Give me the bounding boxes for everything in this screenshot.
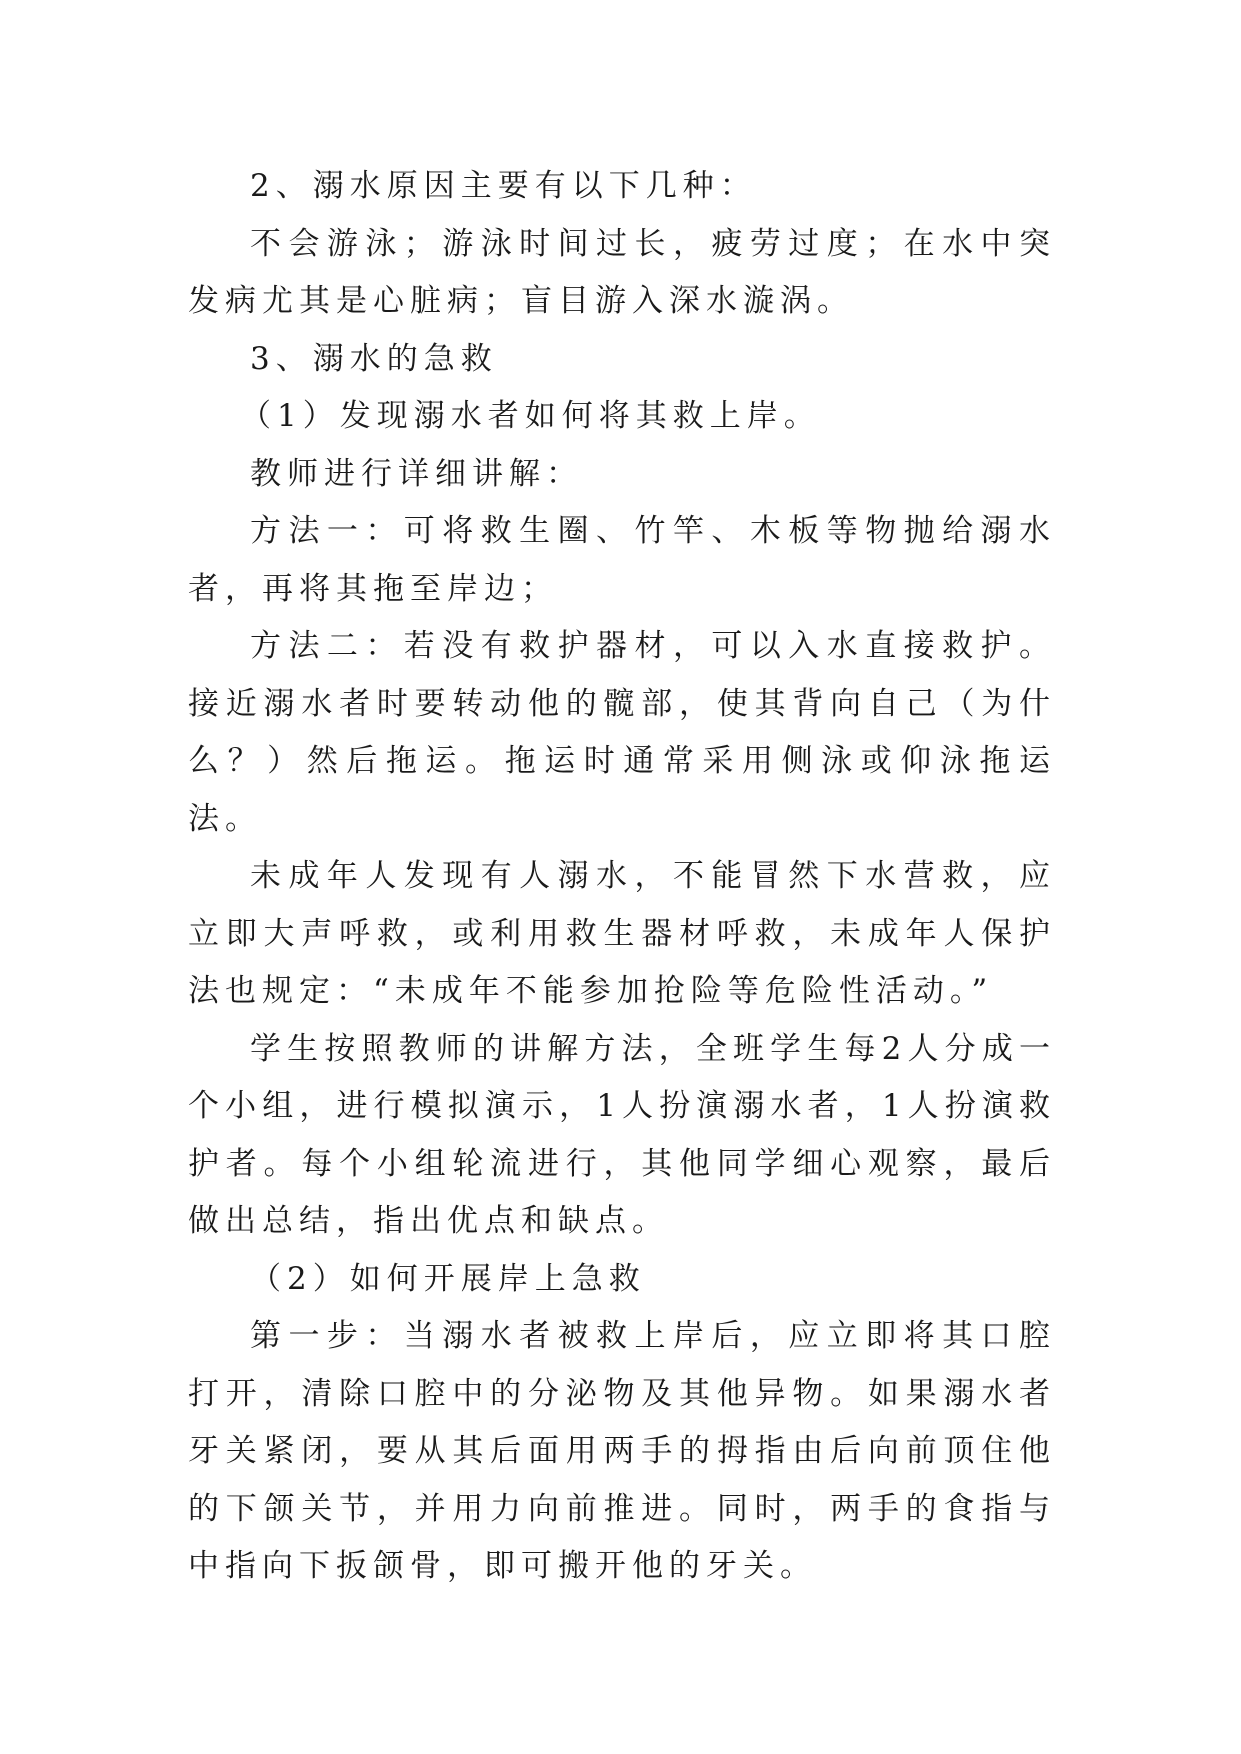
paragraph-causes-list: 不会游泳；游泳时间过长，疲劳过度；在水中突发病尤其是心脏病；盲目游入深水漩涡。	[188, 225, 1056, 319]
subheading-rescue-to-shore: （1）发现溺水者如何将其救上岸。	[240, 398, 821, 434]
subheading-shore-first-aid: （2）如何开展岸上急救	[250, 1260, 646, 1297]
heading-drowning-causes: 2、溺水原因主要有以下几种：	[250, 168, 757, 204]
paragraph-minors-notice: 未成年人发现有人溺水，不能冒然下水营救，应立即大声呼救，或利用救生器材呼救，未成年人保护法也规定：“未成年不能参加抢险等危险性活动。”	[188, 858, 1056, 1009]
paragraph-method-one: 方法一：可将救生圈、竹竿、木板等物抛给溺水者，再将其拖至岸边；	[188, 513, 1056, 607]
paragraph-student-practice: 学生按照教师的讲解方法，全班学生每2人分成一个小组，进行模拟演示，1人扮演溺水者，1人扮演救护者。每个小组轮流进行，其他同学细心观察，最后做出总结，指出优点和缺点。	[188, 1030, 1056, 1239]
paragraph-method-two: 方法二：若没有救护器材，可以入水直接救护。接近溺水者时要转动他的髋部，使其背向自己（为什么？）然后拖运。拖运时通常采用侧泳或仰泳拖运法。	[188, 628, 1056, 837]
paragraph-step-one: 第一步：当溺水者被救上岸后，应立即将其口腔打开，清除口腔中的分泌物及其他异物。如果溺水者牙关紧闭，要从其后面用两手的拇指由后向前顶住他的下颌关节，并用力向前推进。同时，两手的食指与中指向下扳颌骨，即可搬开他的牙关。	[188, 1318, 1056, 1584]
heading-drowning-rescue: 3、溺水的急救	[250, 340, 498, 377]
document-body	[188, 158, 1056, 1596]
paragraph-teacher-explains: 教师进行详细讲解：	[250, 455, 583, 492]
